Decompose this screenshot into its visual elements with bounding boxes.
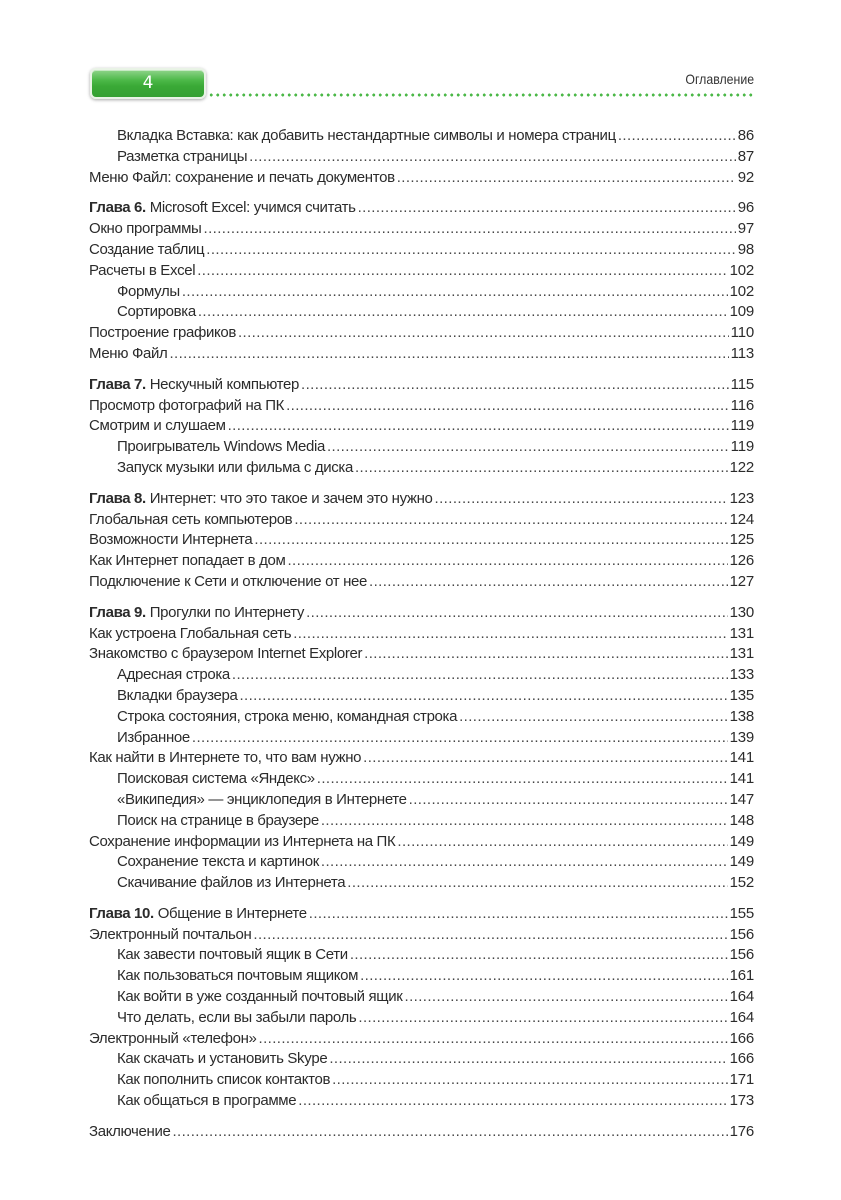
entry-text: Как устроена Глобальная сеть xyxy=(89,624,292,642)
toc-page-number: 86 xyxy=(737,127,754,144)
entry-text: Меню Файл xyxy=(89,344,168,362)
dot-leader xyxy=(409,790,728,811)
toc-page-number: 138 xyxy=(729,707,754,725)
toc-entry-title xyxy=(89,375,299,396)
entry-text: Что делать, если вы забыли пароль xyxy=(117,1008,357,1026)
toc-page-number: 164 xyxy=(729,988,754,1006)
dot-leader xyxy=(364,644,727,665)
toc-entry[interactable] xyxy=(89,282,754,303)
toc-entry-title xyxy=(89,219,202,240)
toc-entry-title xyxy=(89,126,616,147)
toc-page-number: 161 xyxy=(729,967,754,985)
table-of-contents xyxy=(89,126,754,1143)
toc-entry-title xyxy=(89,530,252,551)
toc-entry-title xyxy=(89,1070,330,1091)
toc-entry[interactable] xyxy=(89,790,754,811)
entry-text: Разметка страницы xyxy=(117,147,248,165)
entry-text: Как завести почтовый ящик в Сети xyxy=(117,946,348,964)
entry-text: Адресная строка xyxy=(117,666,230,684)
dot-leader xyxy=(197,261,727,282)
toc-page-number: 102 xyxy=(729,261,754,279)
toc-page-number: 152 xyxy=(729,874,754,892)
entry-text: Поиск на странице в браузере xyxy=(117,811,319,829)
toc-page-number: 122 xyxy=(729,458,754,476)
dot-leader xyxy=(294,510,727,531)
entry-text: Формулы xyxy=(117,282,180,300)
toc-page-number: 156 xyxy=(729,925,754,943)
toc-entry-title xyxy=(89,437,325,458)
toc-entry-title xyxy=(89,832,395,853)
dot-leader xyxy=(435,489,728,510)
entry-text: Сохранение информации из Интернета на ПК xyxy=(89,832,396,850)
entry-text: Окно программы xyxy=(89,220,202,238)
chapter-label: Глава 8. xyxy=(89,489,146,507)
toc-entry[interactable] xyxy=(89,665,754,686)
toc-entry[interactable] xyxy=(89,966,754,987)
entry-text: Нескучный компьютер xyxy=(145,375,300,393)
toc-entry-title xyxy=(89,852,319,873)
toc-entry-title xyxy=(89,240,204,261)
toc-entry-title xyxy=(89,198,356,219)
toc-entry[interactable] xyxy=(89,987,754,1008)
toc-entry[interactable] xyxy=(89,748,754,769)
entry-text: Сохранение текста и картинок xyxy=(117,853,319,871)
toc-entry-title xyxy=(89,1049,327,1070)
toc-chapter-entry[interactable] xyxy=(89,1122,754,1143)
toc-entry[interactable] xyxy=(89,644,754,665)
dot-leader xyxy=(355,458,728,479)
toc-entry-title xyxy=(89,904,307,925)
entry-text: Создание таблиц xyxy=(89,240,205,258)
toc-page-number: 147 xyxy=(729,790,754,808)
toc-page-number: 171 xyxy=(729,1071,754,1089)
dot-leader xyxy=(358,1008,727,1029)
toc-entry-title xyxy=(89,416,226,437)
entry-text: Просмотр фотографий на ПК xyxy=(89,396,285,414)
dot-leader xyxy=(172,1122,727,1143)
toc-entry-title xyxy=(89,147,247,168)
dot-leader xyxy=(287,551,727,572)
toc-entry[interactable] xyxy=(89,832,754,853)
entry-text: Как пользоваться почтовым ящиком xyxy=(117,967,359,985)
toc-page-number: 131 xyxy=(729,624,754,642)
toc-page-number: 102 xyxy=(729,282,754,300)
toc-chapter-entry[interactable] xyxy=(89,603,754,624)
entry-text: Общение в Интернете xyxy=(153,904,307,922)
dot-leader xyxy=(253,925,727,946)
dot-leader xyxy=(459,707,727,728)
toc-entry[interactable] xyxy=(89,1029,754,1050)
toc-entry-title xyxy=(89,707,457,728)
entry-text: Как Интернет попадает в дом xyxy=(89,552,286,570)
dot-leader xyxy=(232,665,728,686)
page-number-badge: 4 xyxy=(90,68,206,99)
toc-chapter-entry[interactable] xyxy=(89,904,754,925)
toc-entry[interactable] xyxy=(89,323,754,344)
entry-text: Сортировка xyxy=(117,303,196,321)
toc-entry[interactable] xyxy=(89,686,754,707)
toc-entry-title xyxy=(89,1029,257,1050)
toc-entry-title xyxy=(89,489,433,510)
toc-entry[interactable] xyxy=(89,126,754,147)
toc-page-number: 119 xyxy=(730,438,754,456)
dot-leader xyxy=(293,624,727,645)
toc-entry-title xyxy=(89,966,358,987)
header-dotted-rule xyxy=(208,93,753,97)
toc-chapter-entry[interactable] xyxy=(89,198,754,219)
entry-text: Как скачать и установить Skype xyxy=(117,1050,328,1068)
entry-text: Электронный «телефон» xyxy=(89,1029,257,1047)
toc-page-number: 141 xyxy=(729,770,754,788)
toc-entry[interactable] xyxy=(89,344,754,365)
toc-entry[interactable] xyxy=(89,219,754,240)
dot-leader xyxy=(321,811,728,832)
toc-page-number: 149 xyxy=(729,832,754,850)
toc-entry-title xyxy=(89,1008,356,1029)
dot-leader xyxy=(347,873,727,894)
dot-leader xyxy=(239,686,727,707)
dot-leader xyxy=(206,240,735,261)
dot-leader xyxy=(618,126,736,147)
toc-page-number: 149 xyxy=(729,853,754,871)
toc-entry-title xyxy=(89,603,304,624)
toc-entry-title xyxy=(89,665,230,686)
toc-entry-title xyxy=(89,261,195,282)
toc-page-number: 135 xyxy=(729,686,754,704)
toc-entry[interactable] xyxy=(89,302,754,323)
toc-entry[interactable] xyxy=(89,261,754,282)
entry-text: «Википедия» — энциклопедия в Интернете xyxy=(117,790,407,808)
toc-entry-title xyxy=(89,728,190,749)
toc-entry[interactable] xyxy=(89,168,754,189)
toc-entry[interactable] xyxy=(89,458,754,479)
dot-leader xyxy=(321,852,728,873)
toc-entry[interactable] xyxy=(89,624,754,645)
entry-text: Построение графиков xyxy=(89,324,236,342)
dot-leader xyxy=(204,219,736,240)
toc-entry[interactable] xyxy=(89,510,754,531)
toc-entry[interactable] xyxy=(89,1091,754,1112)
toc-entry[interactable] xyxy=(89,572,754,593)
toc-entry-title xyxy=(89,769,315,790)
toc-entry-title xyxy=(89,790,407,811)
chapter-label: Глава 10. xyxy=(89,904,154,922)
toc-page-number: 98 xyxy=(737,240,754,258)
toc-entry[interactable] xyxy=(89,852,754,873)
entry-text: Вкладки браузера xyxy=(117,686,238,704)
toc-page-number: 115 xyxy=(730,375,754,393)
dot-leader xyxy=(397,168,736,189)
chapter-label: Глава 6. xyxy=(89,199,146,217)
dot-leader xyxy=(397,832,727,853)
toc-page-number: 133 xyxy=(729,666,754,684)
entry-text: Проигрыватель Windows Media xyxy=(117,438,325,456)
toc-entry-title xyxy=(89,748,361,769)
dot-leader xyxy=(317,769,728,790)
toc-page-number: 96 xyxy=(737,199,754,217)
entry-text: Глобальная сеть компьютеров xyxy=(89,510,293,528)
toc-entry[interactable] xyxy=(89,1070,754,1091)
dot-leader xyxy=(329,1049,727,1070)
toc-page-number: 110 xyxy=(730,324,754,342)
toc-entry-title xyxy=(89,302,196,323)
toc-entry[interactable] xyxy=(89,240,754,261)
entry-text: Заключение xyxy=(89,1122,171,1140)
entry-text: Избранное xyxy=(117,728,190,746)
dot-leader xyxy=(405,987,728,1008)
dot-leader xyxy=(306,603,728,624)
toc-entry[interactable] xyxy=(89,147,754,168)
entry-text: Возможности Интернета xyxy=(89,531,253,549)
entry-text: Расчеты в Excel xyxy=(89,261,196,279)
toc-page-number: 124 xyxy=(729,510,754,528)
toc-entry[interactable] xyxy=(89,396,754,417)
toc-entry-title xyxy=(89,1091,296,1112)
dot-leader xyxy=(259,1029,728,1050)
toc-entry-title xyxy=(89,282,180,303)
toc-page-number: 109 xyxy=(729,303,754,321)
toc-page-number: 139 xyxy=(729,728,754,746)
dot-leader xyxy=(286,396,729,417)
toc-entry[interactable] xyxy=(89,1008,754,1029)
dot-leader xyxy=(169,344,728,365)
toc-entry-title xyxy=(89,1122,170,1143)
entry-text: Как найти в Интернете то, что вам нужно xyxy=(89,749,362,767)
toc-entry[interactable] xyxy=(89,728,754,749)
toc-entry-title xyxy=(89,873,345,894)
toc-entry[interactable] xyxy=(89,530,754,551)
toc-entry-title xyxy=(89,168,395,189)
toc-page-number: 141 xyxy=(729,749,754,767)
toc-page-number: 131 xyxy=(729,645,754,663)
entry-text: Microsoft Excel: учимся считать xyxy=(145,199,356,217)
dot-leader xyxy=(238,323,729,344)
toc-page-number: 130 xyxy=(729,603,754,621)
dot-leader xyxy=(360,966,727,987)
entry-text: Прогулки по Интернету xyxy=(145,603,305,621)
toc-entry[interactable] xyxy=(89,769,754,790)
toc-page-number: 166 xyxy=(729,1029,754,1047)
toc-page-number: 127 xyxy=(729,572,754,590)
toc-entry[interactable] xyxy=(89,707,754,728)
dot-leader xyxy=(182,282,728,303)
toc-entry[interactable] xyxy=(89,551,754,572)
dot-leader xyxy=(369,572,728,593)
entry-text: Подключение к Сети и отключение от нее xyxy=(89,572,367,590)
toc-entry[interactable] xyxy=(89,873,754,894)
entry-text: Вкладка Вставка: как добавить нестандартные символы и номера страниц xyxy=(117,127,616,144)
entry-text: Строка состояния, строка меню, командная строка xyxy=(117,707,458,725)
toc-entry[interactable] xyxy=(89,416,754,437)
toc-chapter-entry[interactable] xyxy=(89,489,754,510)
toc-page-number: 164 xyxy=(729,1008,754,1026)
toc-page-number: 176 xyxy=(729,1122,754,1140)
toc-page-number: 123 xyxy=(729,489,754,507)
toc-entry-title xyxy=(89,925,251,946)
dot-leader xyxy=(350,945,728,966)
toc-entry[interactable] xyxy=(89,437,754,458)
toc-entry[interactable] xyxy=(89,945,754,966)
toc-page-number: 97 xyxy=(737,220,754,238)
toc-page-number: 173 xyxy=(729,1092,754,1110)
toc-chapter-entry[interactable] xyxy=(89,375,754,396)
entry-text: Электронный почтальон xyxy=(89,925,252,943)
dot-leader xyxy=(228,416,729,437)
dot-leader xyxy=(254,530,727,551)
toc-entry-title xyxy=(89,458,353,479)
entry-text: Поисковая система «Яндекс» xyxy=(117,770,315,788)
toc-entry[interactable] xyxy=(89,1049,754,1070)
toc-entry-title xyxy=(89,323,236,344)
dot-leader xyxy=(198,302,728,323)
entry-text: Меню Файл: сохранение и печать документов xyxy=(89,168,395,186)
toc-page-number: 87 xyxy=(737,147,754,165)
toc-entry-title xyxy=(89,644,362,665)
toc-entry-title xyxy=(89,572,367,593)
entry-text: Интернет: что это такое и зачем это нужно xyxy=(145,489,433,507)
toc-page-number: 166 xyxy=(729,1050,754,1068)
entry-text: Как общаться в программе xyxy=(117,1092,297,1110)
chapter-label: Глава 9. xyxy=(89,603,146,621)
toc-entry-title xyxy=(89,945,348,966)
dot-leader xyxy=(298,1091,727,1112)
toc-page-number: 113 xyxy=(730,344,754,362)
toc-entry-title xyxy=(89,344,167,365)
dot-leader xyxy=(327,437,729,458)
entry-text: Как войти в уже созданный почтовый ящик xyxy=(117,988,403,1006)
entry-text: Скачивание файлов из Интернета xyxy=(117,874,346,892)
entry-text: Как пополнить список контактов xyxy=(117,1071,331,1089)
entry-text: Запуск музыки или фильма с диска xyxy=(117,458,353,476)
toc-entry-title xyxy=(89,624,291,645)
dot-leader xyxy=(332,1070,727,1091)
toc-page-number: 116 xyxy=(730,396,754,414)
toc-entry-title xyxy=(89,396,284,417)
toc-page-number: 148 xyxy=(729,811,754,829)
toc-entry-title xyxy=(89,811,319,832)
dot-leader xyxy=(249,147,736,168)
toc-entry-title xyxy=(89,510,292,531)
dot-leader xyxy=(358,198,736,219)
toc-page-number: 126 xyxy=(729,552,754,570)
running-header-title: Оглавление xyxy=(685,71,754,87)
toc-page-number: 156 xyxy=(729,946,754,964)
dot-leader xyxy=(301,375,729,396)
chapter-label: Глава 7. xyxy=(89,375,146,393)
toc-entry[interactable] xyxy=(89,925,754,946)
toc-entry-title xyxy=(89,987,403,1008)
toc-page-number: 119 xyxy=(730,417,754,435)
toc-entry-title xyxy=(89,686,237,707)
toc-entry-title xyxy=(89,551,285,572)
page-header xyxy=(0,0,841,110)
toc-entry[interactable] xyxy=(89,811,754,832)
dot-leader xyxy=(192,728,728,749)
toc-page-number: 125 xyxy=(729,531,754,549)
entry-text: Знакомство с браузером Internet Explorer xyxy=(89,645,363,663)
toc-page-number: 92 xyxy=(737,168,754,186)
dot-leader xyxy=(309,904,728,925)
dot-leader xyxy=(363,748,727,769)
entry-text: Смотрим и слушаем xyxy=(89,417,226,435)
toc-page-number: 155 xyxy=(729,904,754,922)
